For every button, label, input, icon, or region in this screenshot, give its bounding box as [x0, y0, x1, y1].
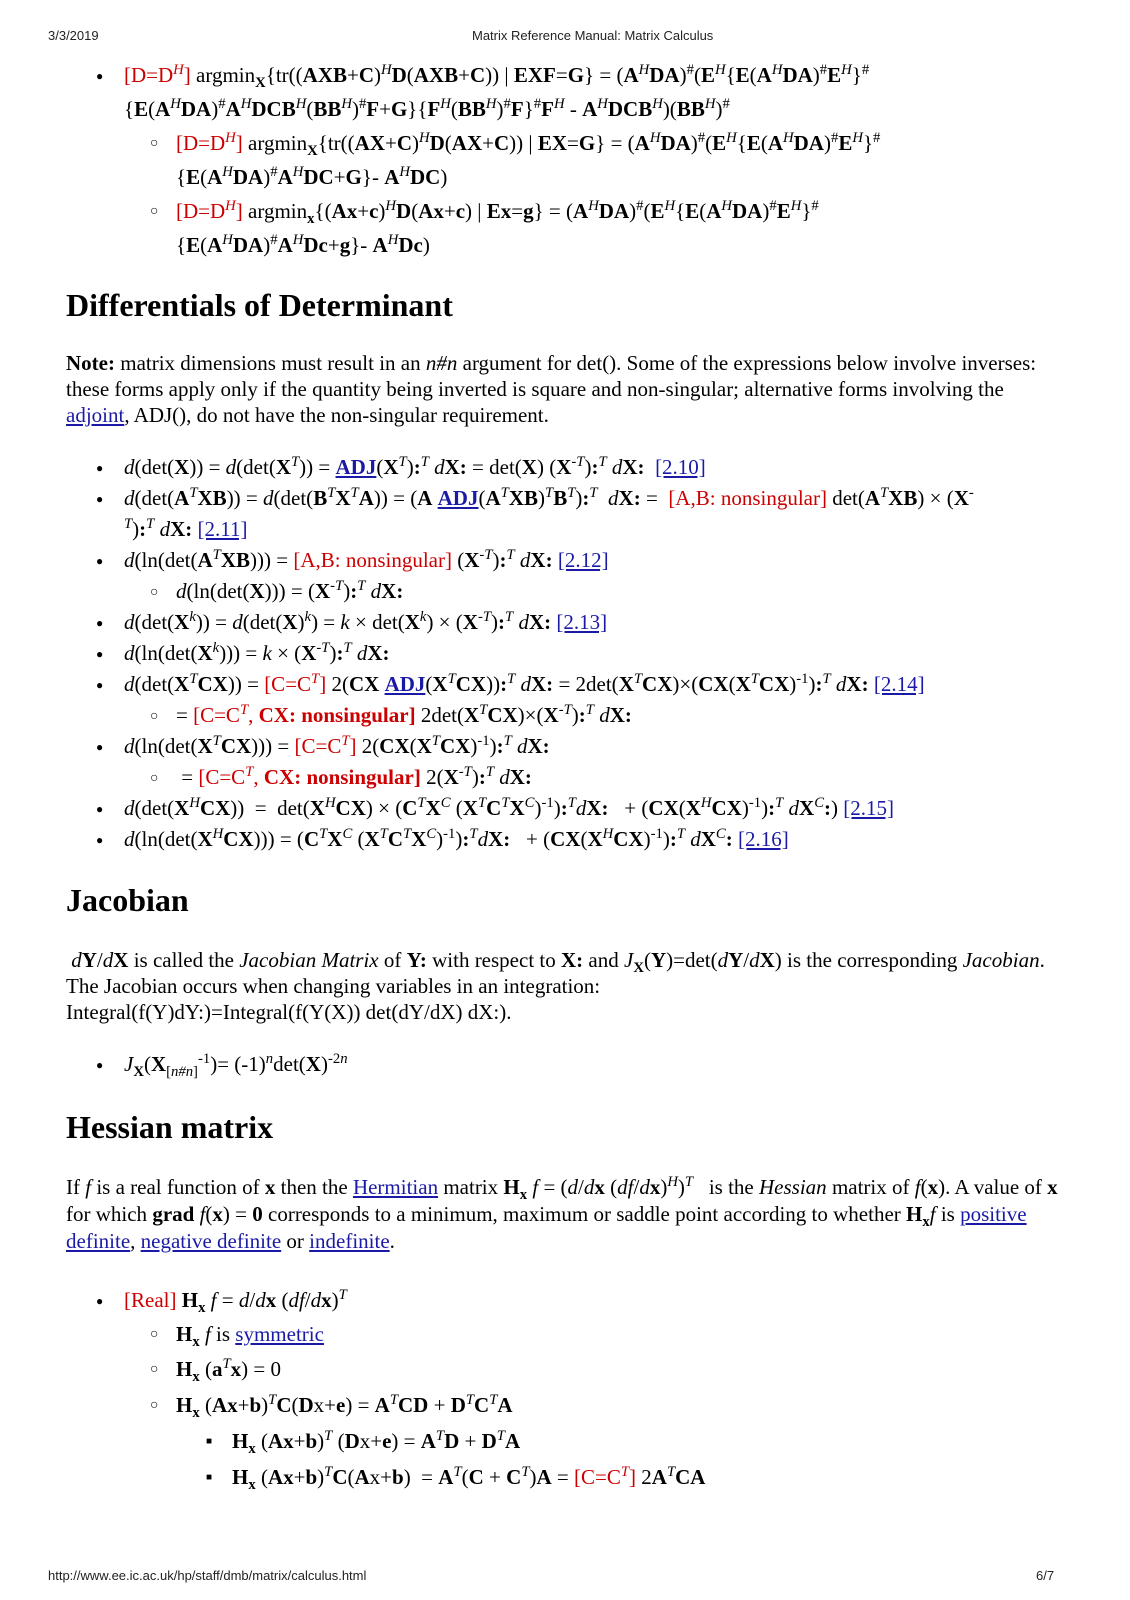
formula-ddet-xtcx: ● $d(\det(X^TCX)) = [C=C^T]$ 2(CX $ADJ(X^TCX)):^T$ dX: = $2\det(X^TCX)\times(CX(X^TCX)^{-1}):^T$ dX: [2.14] ○ = [$C=C^T$, CX: nonsingular] $2\det(X^TCX)\times(X^{-T}):^T$ dX: [124, 669, 1066, 731]
hessian-subsublist [176, 1423, 1066, 1495]
formula-dln-det-xhcx: ● $d(\ln(\det(X^HCX))) = (C^TX^C$ $(X^TC^TX^C)^{-1}):^TdX$: + $(CX(X^HCX)^{-1}):^T$ $dX^C$: [2.16] [124, 824, 1066, 855]
formula-hessian-same: ■ $H_x$ $(Ax+b)^TC(Ax+b) = A^T(C + C^T)A = [C=C^T]$ $2A^TCA$ [232, 1459, 1066, 1495]
heading-differentials-of-determinant: Differentials of Determinant [66, 287, 453, 323]
jacobian-list [66, 1049, 1066, 1080]
formula-dln-det-atxb: ● $d(\ln(\det(A^TXB))) = [A,B$: nonsingular] $(X^{-T}):^T$ dX: [2.12] ○ $d(\ln(\det(X))) = (X^{-T}):^T$ dX: [124, 545, 1066, 607]
formula-ddet-xk: ● $d(\det(X^k)) = d(\det(X)^k) = k \times \det(X^k)$ × $(X^{-T}):^T$ dX: [2.13] [124, 607, 1066, 638]
formula-ddet-xtcx-ns: ○ = [$C=C^T$, CX: nonsingular] $2\det(X^TCX)\times(X^{-T}):^T$ dX: [176, 700, 1066, 731]
formula-hessian-bilinear: ■ $H_x$ $(Ax+b)^T$ $(Dx+e) = A^TD + D^TA$ [232, 1423, 1066, 1459]
ref-link[interactable]: [2.14] [873, 672, 925, 696]
indefinite-link[interactable]: indefinite [309, 1229, 390, 1253]
symmetric-link[interactable]: symmetric [235, 1322, 324, 1346]
formula-jacobian-inverse: ● $J_X(X_{[n\#n]}^{-1})= (-1)^n\det(X)^{-2n}$ [124, 1049, 1066, 1080]
hessian-list [66, 1283, 1066, 1495]
jacobian-text: dY/dX is called the Jacobian Matrix of Y: with respect to X: and $J_X(Y)=\det(dY/dX)$ is the corresponding Jacobian. The Jacobian occurs when changing variables in an integration: Integral(f(Y)dY:)=Integral(f(Y(X)) det(dY/dX) dX:). [66, 948, 1045, 1024]
determinant-note: Note: matrix dimensions must result in an n#n argument for det(). Some of the expressions below involve inverses: these forms apply only if the quantity being inverted is square and non-singular; alternative forms involving the adjoint, ADJ(), do not have the non-singular requirement. [66, 351, 1037, 427]
header-date: 3/3/2019 [48, 28, 99, 43]
formula-hessian-quadratic: ○ $H_x$ $(Ax+b)^TC(Dx+e) = A^TCD + D^TC^TA$ ■ $H_x$ $(Ax+b)^T$ $(Dx+e) = A^TD + D^TA$ ■ $H_x$ $(Ax+b)^TC(Ax+b) = A^T(C + C^T)A = [C=C^T]$ $2A^TCA$ [176, 1387, 1066, 1495]
adjoint-link[interactable]: adjoint [66, 403, 125, 427]
ref-link[interactable]: [2.10] [655, 455, 706, 479]
formula-argmin-axc-vector: ○ $[D=D^H]$ $argmin_x\{(Ax+c)^HD(Ax+c)$ | $Ex=g\} = (A^HDA)^{\#}(E^H\{E(A^HDA)^{\#}E^H\}^{\#}$ $\{E(A^HDA)^{\#}A^HDc+g\}-$ $A^HDc$) [176, 194, 1066, 262]
ref-link[interactable]: [2.16] [737, 827, 789, 851]
hessian-sublist [124, 1317, 1066, 1495]
formula-dln-det-x: ○ $d(\ln(\det(X))) = (X^{-T}):^T$ dX: [176, 576, 1066, 607]
footer-page-number: 6/7 [1036, 1568, 1055, 1583]
determinant-sublist [124, 576, 1066, 607]
negative-definite-link[interactable]: negative definite [140, 1229, 282, 1253]
formula-ddet-atxb: ● $d(\det(A^TXB)) = d(\det(B^TX^TA)) = (A$ $ADJ(A^TXB)^TB^T):^T$ dX: = [A,B: nonsingular] $\det(A^TXB) \times (X^-$ $^T$):$^T$ dX: [2.11] [124, 483, 1066, 545]
page-content [66, 58, 1066, 1495]
determinant-list [66, 452, 1066, 855]
hessian-text: If f is a real function of x then the Hermitian matrix $H_x$ f = (d/dx $(df/dx)^H)^T$ is the Hessian matrix of f(x). A value of x for which grad f(x) = 0 corresponds to a minimum, maximum or saddle point according to whether $H_xf$ is positive definite, negative definite or indefinite. [66, 1174, 1058, 1253]
argmin-list [66, 58, 1066, 262]
header-title: Matrix Reference Manual: Matrix Calculus [472, 28, 714, 43]
formula-argmin-axb: ● $[D=D^H]$ $argmin_X\{tr((AXB+C)^HD(AXB+C))$ | $EXF=G\} = (A^HDA)^{\#}(E^H\{E(A^HDA)^{\#}E^H\}^{\#}$ $\{E(A^HDA)^{\#}A^HDCB^H(BB^H)^{\#}F+G\}\{F^H(BB^H)^{\#}F\}^{\#}F^H - A^HDCB^H)(BB^H)^{\#}$ ○ $[D=D^H]$ $argmin_X\{tr((AX+C)^HD(AX+C))$ | $EX=G\} = (A^HDA)^{\#}(E^H\{E(A^HDA)^{\#}E^H\}^{\#}$ $\{E(A^HDA)^{\#}A^HDC+G\}-$ $A^HDC$) ○ $[D=D^H]$ $argmin_x\{(Ax+c)^HD(Ax+c)$ | $Ex=g\} = (A^HDA)^{\#}(E^H\{E(A^HDA)^{\#}E^H\}^{\#}$ $\{E(A^HDA)^{\#}A^HDc+g\}-$ $A^HDc$) [124, 58, 1066, 262]
adj-link[interactable]: ADJ [335, 455, 377, 479]
formula-hessian-atx: ○ $H_x$ $(a^Tx) = 0$ [176, 1351, 1066, 1387]
ref-link[interactable]: [2.15] [843, 796, 894, 820]
heading-hessian-matrix: Hessian matrix [66, 1109, 274, 1145]
ref-link[interactable]: [2.12] [557, 548, 609, 572]
formula-dln-det-xtcx-ns: ○ = [$C=C^T$, CX: nonsingular] $2(X^{-T}):^T$ dX: [176, 762, 1066, 793]
adj-link[interactable]: ADJ [437, 486, 479, 510]
formula-ddet-xhcx: ● $d(\det(X^HCX)) = \det(X^HCX) \times (C^TX^C$ $(X^TC^TX^C)^{-1}):^TdX$: + $(CX(X^HCX)^{-1}):^T$ $dX^C$:) [2.15] [124, 793, 1066, 824]
heading-jacobian: Jacobian [66, 882, 189, 918]
positive-definite-link[interactable]: positive definite [66, 1202, 1027, 1253]
determinant-sublist [124, 762, 1066, 793]
adj-link[interactable]: ADJ [384, 672, 426, 696]
formula-ddet-x: ● $d(\det(X)) = d(\det(X^T))$ = $ADJ(X^T):^T$ dX: = det(X) $(X^{-T}):^T$ dX: [2.10] [124, 452, 1066, 483]
formula-argmin-axc: ○ $[D=D^H]$ $argmin_X\{tr((AX+C)^HD(AX+C))$ | $EX=G\} = (A^HDA)^{\#}(E^H\{E(A^HDA)^{\#}E^H\}^{\#}$ $\{E(A^HDA)^{\#}A^HDC+G\}-$ $A^HDC$) [176, 126, 1066, 194]
footer-url: http://www.ee.ic.ac.uk/hp/staff/dmb/matrix/calculus.html [48, 1568, 367, 1583]
formula-hessian-real: ● [Real] $H_x$ f = d/dx $(df/dx)^T$ ○ $H_x$ f is symmetric ○ $H_x$ $(a^Tx) = 0$ ○ $H_x$ $(Ax+b)^TC(Dx+e) = A^TCD + D^TC^TA$ ■ $H_x$ $(Ax+b)^T$ $(Dx+e) = A^TD + D^TA$ ■ $H_x$ $(Ax+b)^TC(Ax+b) = A^T(C + C^T)A = [C=C^T]$ $2A^TCA$ [124, 1283, 1066, 1495]
formula-dln-det-xk: ● $d(\ln(\det(X^k))) = k$ × $(X^{-T}):^T$ dX: [124, 638, 1066, 669]
hermitian-link[interactable]: Hermitian [352, 1175, 439, 1199]
ref-link[interactable]: [2.13] [556, 610, 608, 634]
formula-dln-det-xtcx: ● $d(\ln(\det(X^TCX))) = [C=C^T]$ $2(CX(X^TCX)^{-1}):^T$ dX: ○ = [$C=C^T$, CX: nonsingular] $2(X^{-T}):^T$ dX: [124, 731, 1066, 793]
ref-link[interactable]: [2.11] [197, 517, 248, 541]
argmin-sublist [124, 126, 1066, 262]
determinant-sublist [124, 700, 1066, 731]
formula-hessian-symmetric: ○ $H_x$ f is symmetric [176, 1317, 1066, 1351]
